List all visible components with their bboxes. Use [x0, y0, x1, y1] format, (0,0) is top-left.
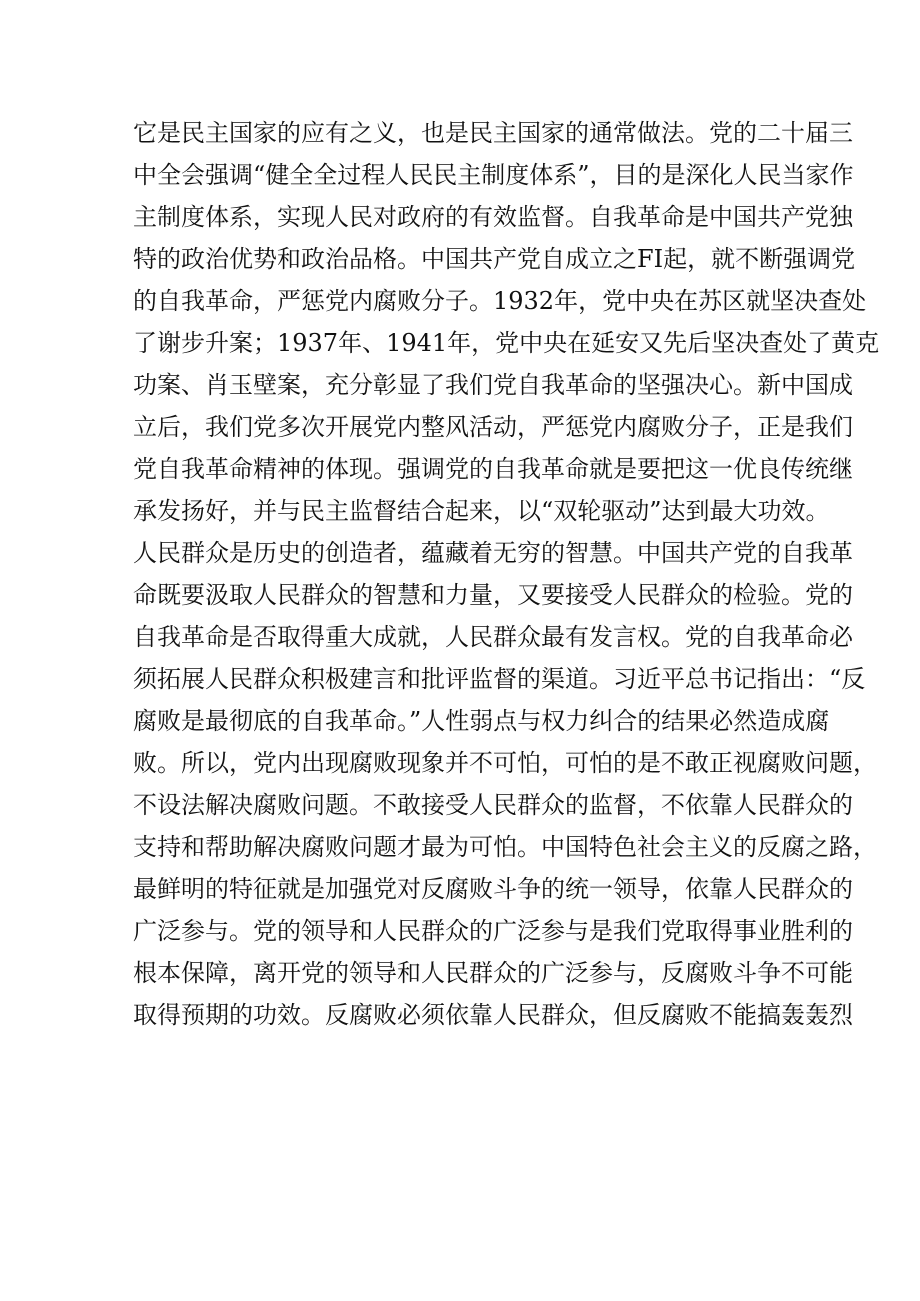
- text-line: 党自我革命精神的体现。强调党的自我革命就是要把这一优良传统继: [133, 455, 853, 483]
- document-body-text: [133, 112, 880, 1036]
- text-line: 立后，我们党多次开展党内整风活动，严惩党内腐败分子，正是我们: [133, 413, 853, 441]
- text-line: 不设法解决腐败问题。不敢接受人民群众的监督，不依靠人民群众的: [133, 791, 853, 819]
- text-line: 特的政治优势和政治品格。中国共产党自成立之FI起，就不断强调党: [133, 245, 856, 273]
- text-line: 根本保障，离开党的领导和人民群众的广泛参与，反腐败斗争不可能: [133, 959, 853, 987]
- text-line: 它是民主国家的应有之义，也是民主国家的通常做法。党的二十届三: [133, 119, 853, 147]
- text-line: 自我革命是否取得重大成就，人民群众最有发言权。党的自我革命必: [133, 623, 853, 651]
- text-line: 最鲜明的特征就是加强党对反腐败斗争的统一领导，依靠人民群众的: [133, 875, 853, 903]
- text-line: 取得预期的功效。反腐败必须依靠人民群众，但反腐败不能搞轰轰烈: [133, 1001, 853, 1029]
- text-line: 须拓展人民群众积极建言和批评监督的渠道。习近平总书记指出：“反: [133, 665, 866, 693]
- text-line: 的自我革命，严惩党内腐败分子。1932年，党中央在苏区就坚决查处: [133, 287, 867, 315]
- text-line: 主制度体系，实现人民对政府的有效监督。自我革命是中国共产党独: [133, 203, 853, 231]
- text-line: 支持和帮助解决腐败问题才最为可怕。中国特色社会主义的反腐之路，: [133, 833, 877, 861]
- text-line: 腐败是最彻底的自我革命。”人性弱点与权力纠合的结果必然造成腐: [133, 707, 830, 735]
- text-line: 败。所以，党内出现腐败现象并不可怕，可怕的是不敢正视腐败问题，: [133, 749, 877, 777]
- text-line: 广泛参与。党的领导和人民群众的广泛参与是我们党取得事业胜利的: [133, 917, 853, 945]
- text-line: 功案、肖玉壁案，充分彰显了我们党自我革命的坚强决心。新中国成: [133, 371, 853, 399]
- text-line: 承发扬好，并与民主监督结合起来，以“双轮驱动”达到最大功效。: [133, 497, 830, 525]
- text-line: 中全会强调“健全全过程人民民主制度体系”，目的是深化人民当家作: [133, 161, 854, 189]
- text-line: 了谢步升案；1937年、1941年，党中央在延安又先后坚决查处了黄克: [133, 329, 880, 357]
- text-line: 人民群众是历史的创造者，蕴藏着无穷的智慧。中国共产党的自我革: [133, 539, 853, 567]
- text-line: 命既要汲取人民群众的智慧和力量，又要接受人民群众的检验。党的: [133, 581, 853, 609]
